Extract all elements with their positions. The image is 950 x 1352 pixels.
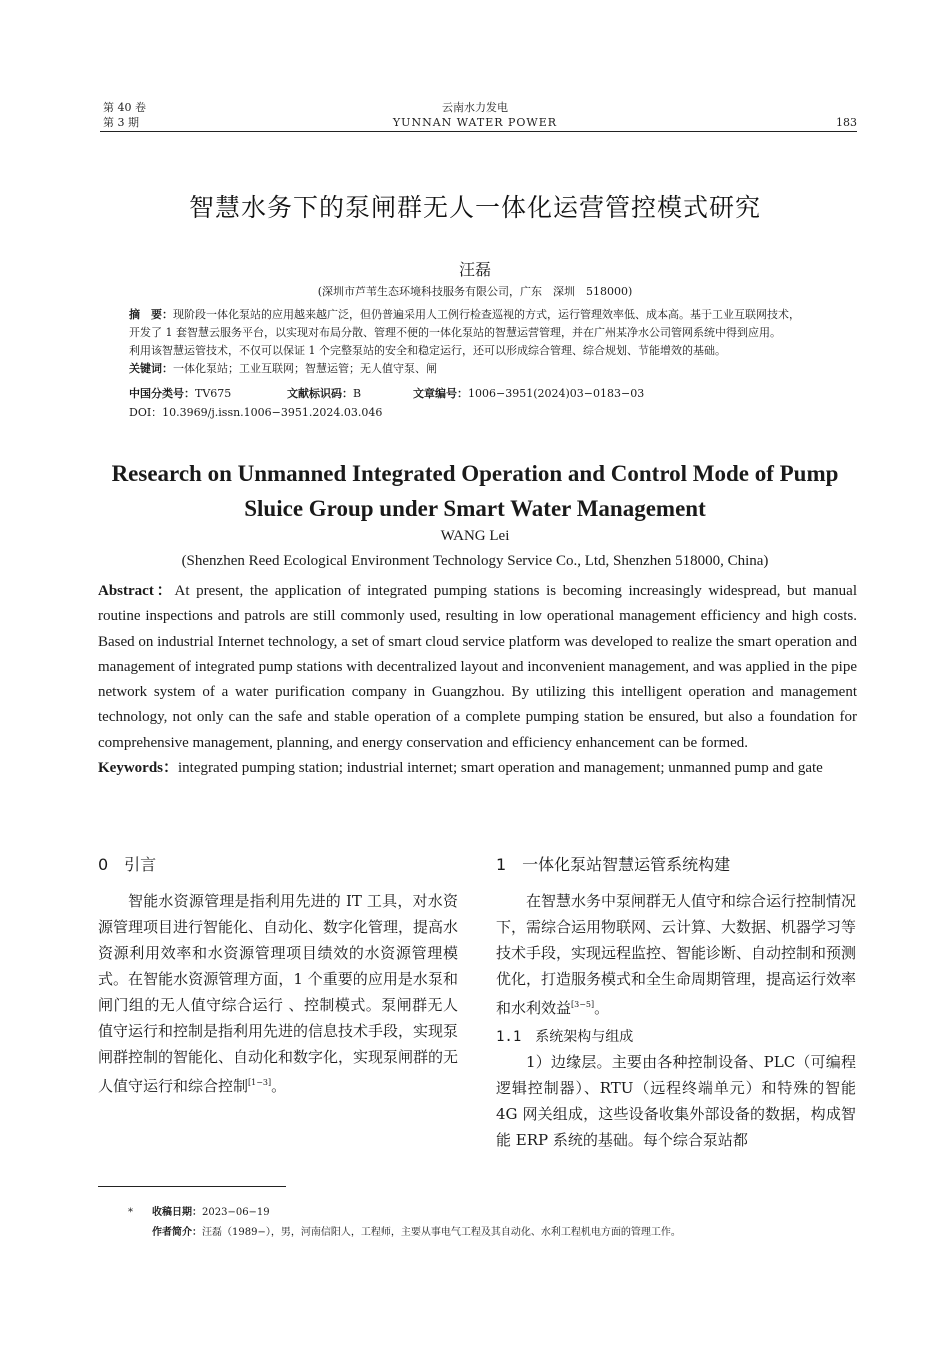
issue-label: 第 3 期 <box>103 116 139 129</box>
page-title-en <box>60 456 890 526</box>
affiliation-cn: (深圳市芦苇生态环境科技服务有限公司，广东 深圳 518000) <box>317 285 633 298</box>
article-number-label: 文章编号： <box>413 387 468 400</box>
abstract-cn-line: 现阶段一体化泵站的应用越来越广泛，但仍普遍采用人工例行检查巡视的方式，运行管理效率低、成本高。基于工业互联网技术， <box>173 308 800 321</box>
journal-name-cn: 云南水力发电 <box>442 101 508 114</box>
volume-label: 第 40 卷 <box>103 101 146 114</box>
abstract-en <box>98 579 857 781</box>
paragraph-end: 。 <box>594 999 610 1017</box>
header-rule <box>100 131 857 132</box>
abstract-cn-line: 利用该智慧运管技术，不仅可以保证 1 个完整泵站的安全和稳定运行，还可以形成综合管理、综合规划、节能增效的基础。 <box>129 344 726 357</box>
page-number: 183 <box>836 116 857 129</box>
paragraph: 在智慧水务中泵闸群无人值守和综合运行控制情况下，需综合运用物联网、云计算、大数据、机器学习等技术手段，实现远程监控、智能诊断、自动控制和预测优化，打造服务模式和全生命周期管理，提高运行效率和水利效益 <box>496 892 857 1017</box>
page-title-cn: 智慧水务下的泵闸群无人一体化运营管控模式研究 <box>188 193 761 222</box>
received-date <box>152 1204 270 1222</box>
citation: [3−5] <box>571 1000 595 1009</box>
journal-name-en: YUNNAN WATER POWER <box>392 116 558 129</box>
classification-row <box>129 385 231 403</box>
paragraph: 1）边缘层。主要由各种控制设备、PLC（可编程逻辑控制器）、RTU（远程终端单元）和特殊的智能 4G 网关组成，这些设备收集外部设备的数据，构成智能 ERP 系统的基础。每个综合泵站都 <box>496 1053 856 1149</box>
bio-text: 汪磊（1989−），男，河南信阳人，工程师，主要从事电气工程及其自动化、水利工程机电方面的管理工作。 <box>202 1227 681 1238</box>
abstract-cn <box>129 306 857 378</box>
abstract-en-text: At present, the application of integrated pumping stations is becoming increasingly widespread, but manual routine inspections and patrols are still commonly used, resulting in low operational management efficiency and high costs. Based on industrial Internet technology, a set of smart cloud service platform was developed to realize the smart operation and management of integrated pump stations with decentralized layout and inconvenient management, and was applied in the pipe network system of a water purification company in Guangzhou. By utilizing this intelligent operation and management technology, not only can the safe and stable operation of a complete pumping station be ensured, but also a foundation for comprehensive management, planning, and energy conservation and efficiency enhancement can be formed. <box>98 583 857 751</box>
doc-code-value: B <box>353 387 362 400</box>
keywords-cn-label: 关键词： <box>129 362 173 375</box>
abstract-cn-line: 开发了 1 套智慧云服务平台，以实现对布局分散、管理不便的一体化泵站的智慧运营管理，并在广州某净水公司管网系统中得到应用。 <box>129 326 781 339</box>
article-number-value: 1006−3951(2024)03−0183−03 <box>468 387 645 400</box>
section-introduction <box>98 852 458 1099</box>
title-en-line: Sluice Group under Smart Water Management <box>244 496 706 521</box>
bio-label: 作者简介： <box>152 1227 202 1238</box>
received-value: 2023−06−19 <box>202 1207 270 1218</box>
paragraph: 智能水资源管理是指利用先进的 IT 工具，对水资源管理项目进行智能化、自动化、数字化管理，提高水资源利用效率和水资源管理项目绩效的水资源管理模式。在智能水资源管理方面，1 个重要的应用是水泵和闸门组的无人值守综合运行 、控制模式。泵闸群无人值守运行和控制是指利用先进的信息技术手段，实现泵闸群控制的智能化、自动化和数字化，实现泵闸群的无人值守运行和综合控制 <box>98 892 459 1095</box>
section-heading: 0 引言 <box>98 855 157 874</box>
author-cn: 汪磊 <box>458 260 491 279</box>
paragraph-end: 。 <box>271 1077 287 1095</box>
citation: [1−3] <box>248 1078 272 1087</box>
received-label: 收稿日期： <box>152 1207 202 1218</box>
keywords-cn-text: 一体化泵站；工业互联网；智慧运管；无人值守泵、闸 <box>173 362 437 375</box>
subsection-heading: 1.1 系统架构与组成 <box>496 1029 634 1045</box>
keywords-en-label: Keywords： <box>98 760 178 777</box>
clc-label: 中国分类号： <box>129 387 195 400</box>
keywords-en-text: integrated pumping station; industrial internet; smart operation and management; unmanned pump and gate <box>178 760 823 777</box>
clc-value: TV675 <box>195 387 232 400</box>
abstract-en-label: Abstract： <box>98 583 175 599</box>
abstract-cn-label: 摘 要： <box>129 308 173 321</box>
author-bio <box>152 1224 857 1242</box>
doc-code-label: 文献标识码： <box>287 387 353 400</box>
doi: DOI：10.3969/j.issn.1006−3951.2024.03.046 <box>129 406 383 419</box>
article-number <box>413 385 644 403</box>
author-en: WANG Lei <box>440 528 510 544</box>
footnote-marker: * <box>128 1207 133 1218</box>
doc-code <box>287 385 361 403</box>
title-en-line: Research on Unmanned Integrated Operation and Control Mode of Pump <box>111 461 839 486</box>
section-system-construction <box>496 852 856 1153</box>
section-heading: 1 一体化泵站智慧运管系统构建 <box>496 855 731 874</box>
footnote-rule <box>98 1186 286 1187</box>
affiliation-en: (Shenzhen Reed Ecological Environment Technology Service Co., Ltd, Shenzhen 518000, China) <box>181 553 769 569</box>
